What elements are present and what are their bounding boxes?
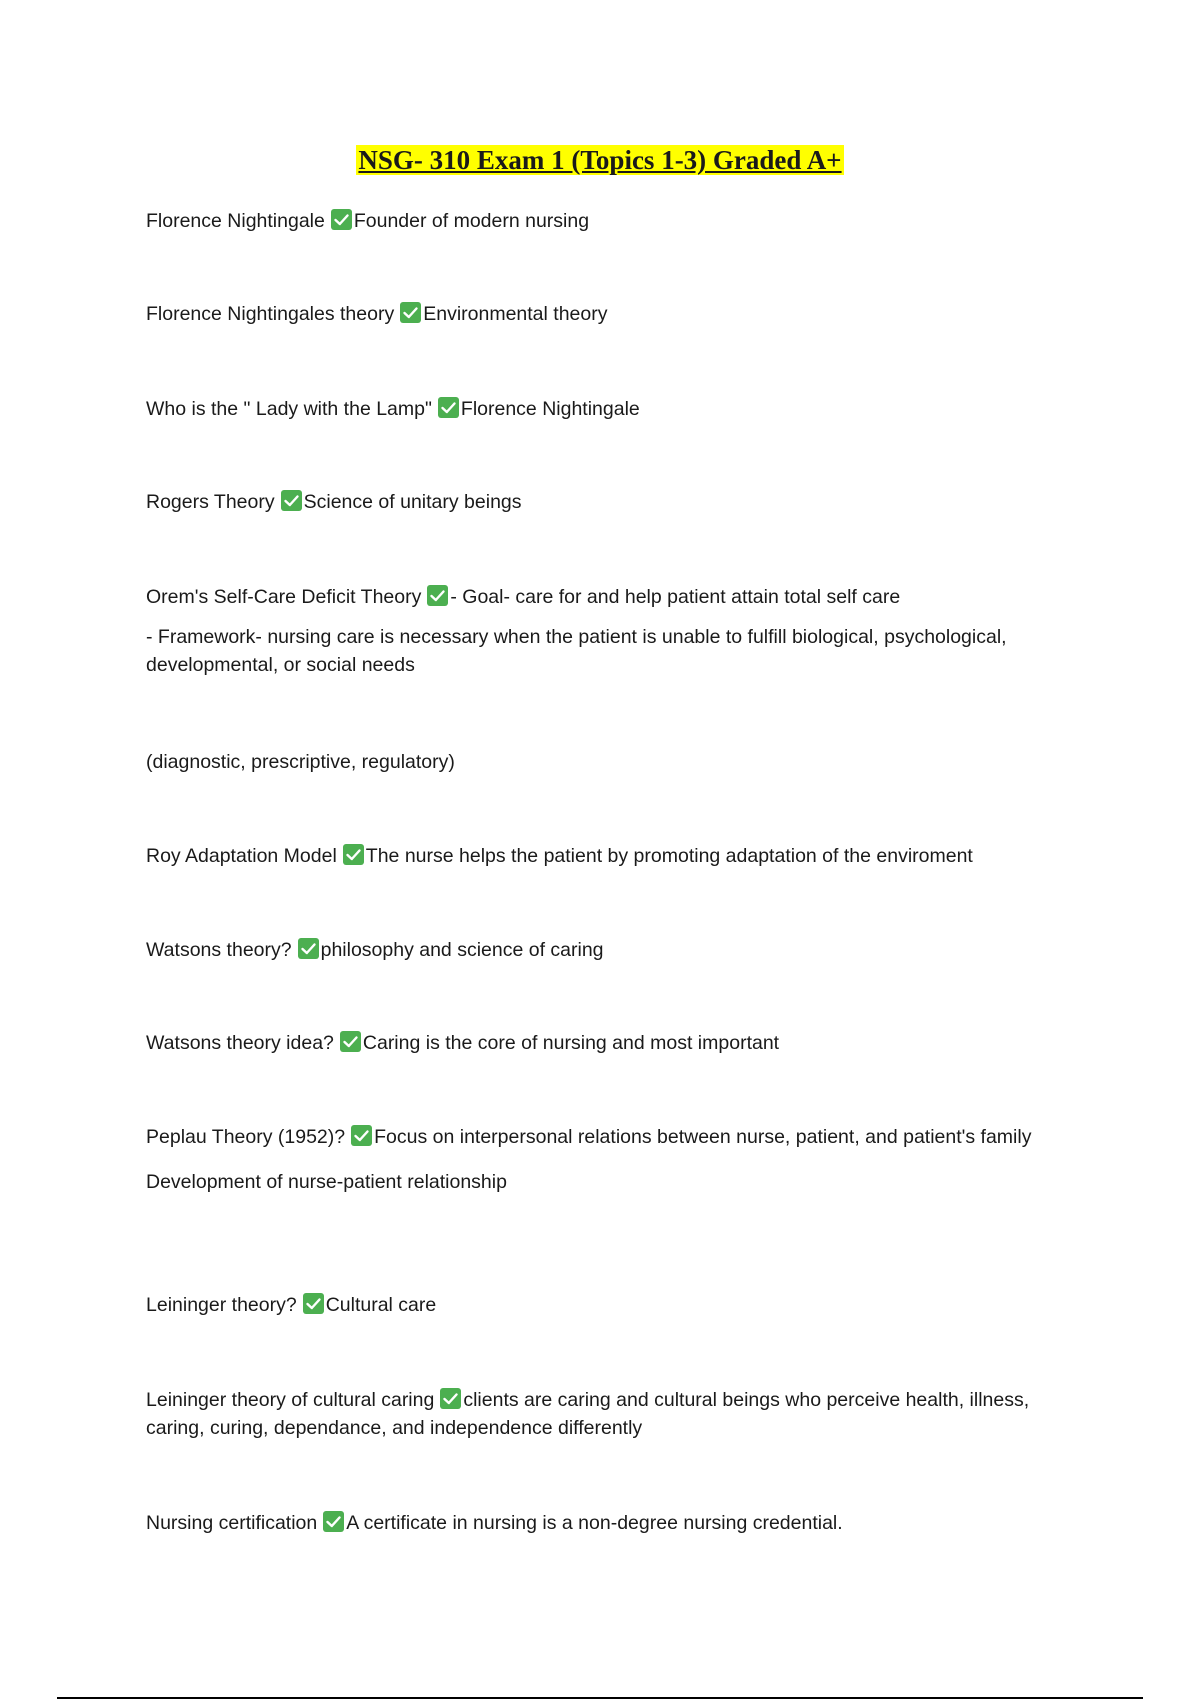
entry-term: Watsons theory? bbox=[146, 939, 292, 961]
document-title-text: NSG- 310 Exam 1 (Topics 1-3) Graded A+ bbox=[358, 145, 842, 175]
entry-term: Nursing certification bbox=[146, 1512, 318, 1534]
flashcard-entry bbox=[146, 936, 1046, 964]
entry-answer: Cultural care bbox=[325, 1294, 437, 1316]
flashcard-entry bbox=[146, 395, 1046, 423]
check-mark-icon bbox=[340, 1031, 361, 1052]
document-title bbox=[0, 143, 1200, 177]
check-mark-icon bbox=[440, 1388, 461, 1409]
flashcard-entry bbox=[146, 1509, 1046, 1537]
check-mark-icon bbox=[323, 1511, 344, 1532]
entry-line bbox=[146, 1291, 1046, 1319]
entry-term: Who is the " Lady with the Lamp" bbox=[146, 398, 432, 420]
entry-answer: Environmental theory bbox=[423, 303, 608, 325]
check-mark-icon bbox=[303, 1293, 324, 1314]
entry-term: Leininger theory? bbox=[146, 1294, 297, 1316]
entry-line bbox=[146, 1509, 1046, 1537]
check-mark-icon bbox=[298, 938, 319, 959]
entry-line bbox=[146, 1386, 1046, 1442]
entry-term: Leininger theory of cultural caring bbox=[146, 1389, 435, 1411]
entry-line bbox=[146, 842, 1046, 870]
entry-extra-text: - Framework- nursing care is necessary when the patient is unable to fulfill biological, psychological, developmental, or social needs bbox=[146, 626, 1007, 676]
entry-answer: philosophy and science of caring bbox=[320, 939, 604, 961]
entry-extra-text: Development of nurse-patient relationship bbox=[146, 1171, 507, 1193]
entry-term: Florence Nightingale bbox=[146, 210, 325, 232]
check-mark-icon bbox=[427, 585, 448, 606]
check-mark-icon bbox=[400, 302, 421, 323]
flashcard-entry bbox=[146, 488, 1046, 516]
entry-term: Rogers Theory bbox=[146, 491, 275, 513]
flashcard-entry bbox=[146, 1029, 1046, 1057]
flashcard-entry bbox=[146, 207, 1046, 235]
entry-line bbox=[146, 207, 1046, 235]
entry-line bbox=[146, 936, 1046, 964]
entry-term: Roy Adaptation Model bbox=[146, 845, 337, 867]
entry-answer: Science of unitary beings bbox=[303, 491, 522, 513]
check-mark-icon bbox=[343, 844, 364, 865]
check-mark-icon bbox=[331, 209, 352, 230]
entry-term: Watsons theory idea? bbox=[146, 1032, 334, 1054]
flashcard-entry bbox=[146, 1291, 1046, 1319]
footer-divider bbox=[57, 1697, 1143, 1699]
entry-answer: Caring is the core of nursing and most important bbox=[362, 1032, 780, 1054]
entry-answer: Florence Nightingale bbox=[460, 398, 640, 420]
entry-term: Orem's Self-Care Deficit Theory bbox=[146, 586, 422, 608]
flashcard-entry bbox=[146, 300, 1046, 328]
entry-answer: - Goal- care for and help patient attain total self care bbox=[450, 586, 901, 608]
entry-answer: Founder of modern nursing bbox=[353, 210, 590, 232]
flashcard-entry bbox=[146, 1386, 1046, 1442]
check-mark-icon bbox=[438, 397, 459, 418]
entry-line bbox=[146, 1123, 1046, 1151]
entry-answer: The nurse helps the patient by promoting adaptation of the enviroment bbox=[365, 845, 973, 867]
entry-answer: Focus on interpersonal relations between nurse, patient, and patient's family bbox=[374, 1126, 1032, 1148]
entry-term: Peplau Theory (1952)? bbox=[146, 1126, 346, 1148]
check-mark-icon bbox=[351, 1125, 372, 1146]
entry-answer: A certificate in nursing is a non-degree nursing credential. bbox=[346, 1512, 843, 1534]
entry-line bbox=[146, 1029, 1046, 1057]
entry-term: Florence Nightingales theory bbox=[146, 303, 395, 325]
entry-line bbox=[146, 583, 1046, 611]
flashcard-entry bbox=[146, 842, 1046, 870]
entry-line bbox=[146, 488, 1046, 516]
check-mark-icon bbox=[281, 490, 302, 511]
flashcard-entry bbox=[146, 1123, 1046, 1196]
entry-line bbox=[146, 300, 1046, 328]
flashcard-entry bbox=[146, 583, 1046, 679]
standalone-note: (diagnostic, prescriptive, regulatory) bbox=[146, 751, 455, 773]
entry-line bbox=[146, 395, 1046, 423]
entry-answer: clients are caring and cultural beings who perceive health, illness, caring, curing, dependance, and independence differently bbox=[146, 1389, 1030, 1439]
